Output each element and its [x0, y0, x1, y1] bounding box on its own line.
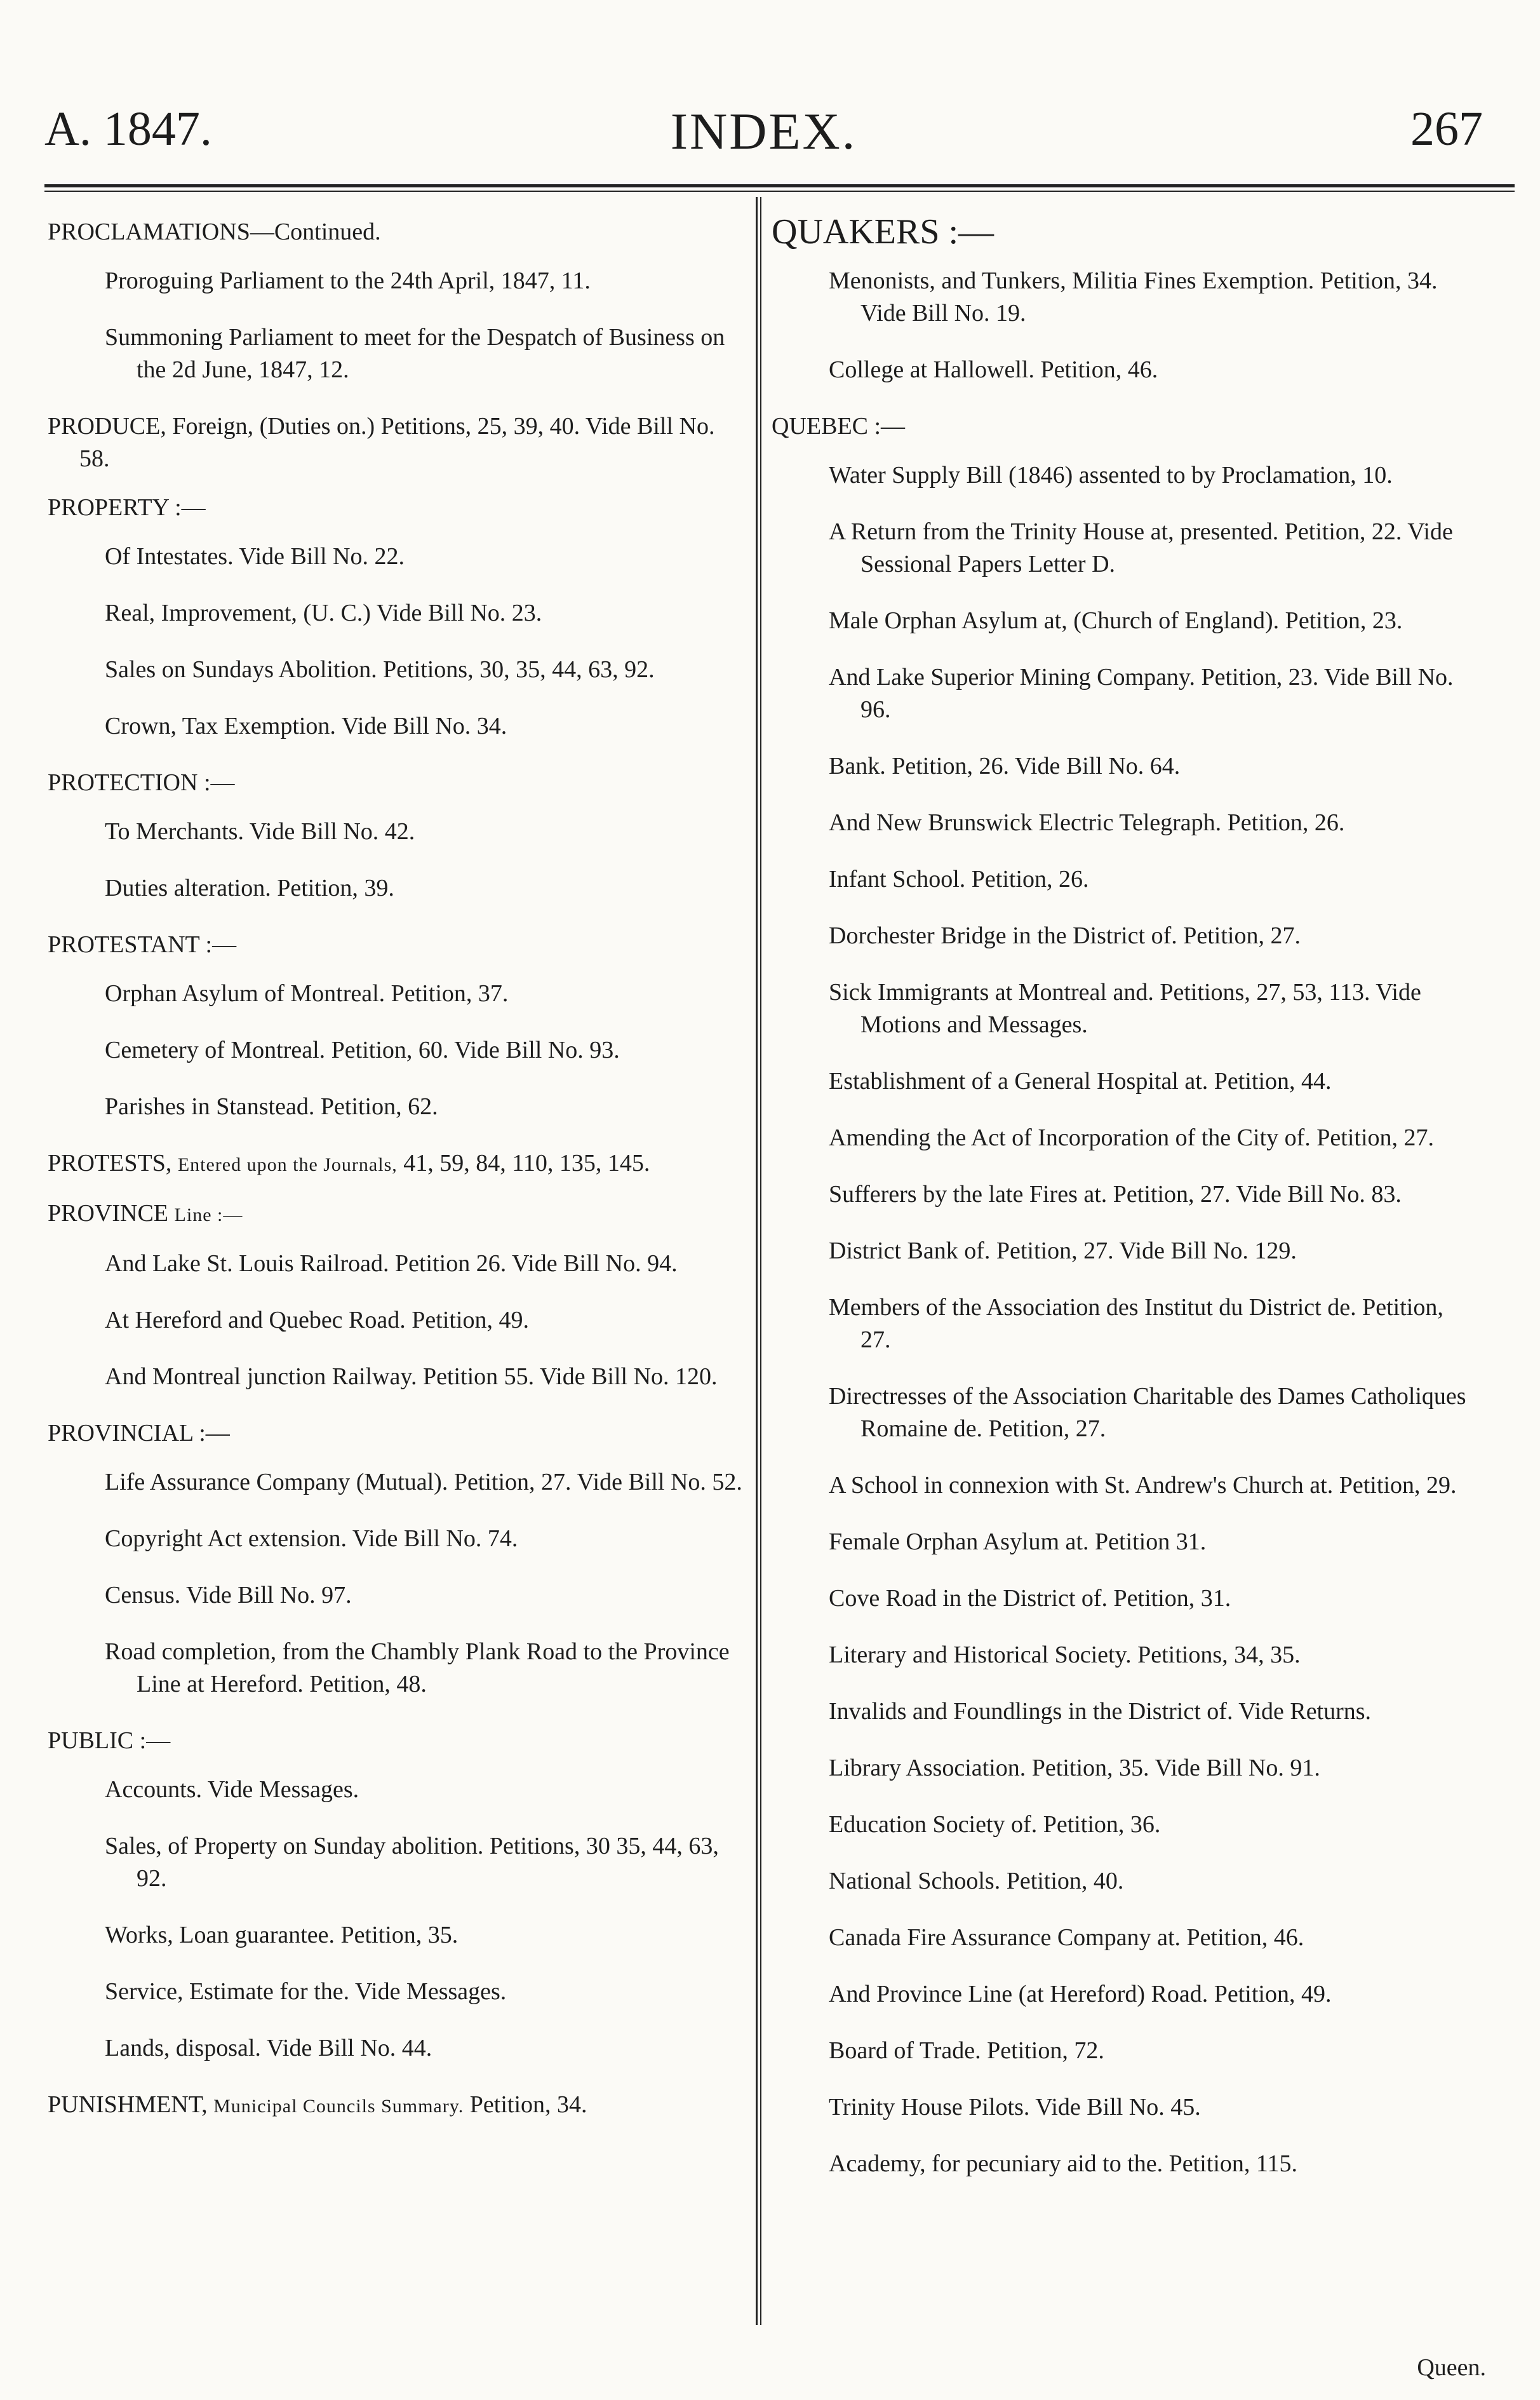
index-entry: Menonists, and Tunkers, Militia Fines Exemption. Petition, 34. Vide Bill No. 19. — [829, 267, 1438, 327]
heading-public: PUBLIC :— — [48, 1727, 171, 1754]
index-entry: Dorchester Bridge in the District of. Petition, 27. — [829, 922, 1301, 949]
index-entry: Literary and Historical Society. Petitions, 34, 35. — [829, 1642, 1301, 1668]
index-entry: Canada Fire Assurance Company at. Petition, 46. — [829, 1924, 1304, 1951]
index-entry: Bank. Petition, 26. Vide Bill No. 64. — [829, 753, 1181, 779]
index-entry: Female Orphan Asylum at. Petition 31. — [829, 1528, 1207, 1555]
column-divider — [756, 197, 761, 2325]
punishment-pages: Petition, 34. — [469, 2091, 587, 2118]
index-entry: Cemetery of Montreal. Petition, 60. Vide Bill No. 93. — [105, 1037, 620, 1063]
page-number: 267 — [1410, 102, 1483, 156]
index-entry: District Bank of. Petition, 27. Vide Bill No. 129. — [829, 1237, 1297, 1264]
heading-protection: PROTECTION :— — [48, 769, 235, 796]
header-rule-thick — [44, 184, 1515, 187]
protests-label: PROTESTS, — [48, 1150, 172, 1176]
right-column — [772, 212, 1467, 2204]
index-entry: Proroguing Parliament to the 24th April, 1847, 11. — [105, 267, 591, 294]
index-entry: Accounts. Vide Messages. — [105, 1776, 359, 1803]
index-entry: Water Supply Bill (1846) assented to by Proclamation, 10. — [829, 462, 1393, 489]
index-entry: Establishment of a General Hospital at. Petition, 44. — [829, 1068, 1332, 1095]
heading-property: PROPERTY :— — [48, 494, 206, 521]
index-entry: Duties alteration. Petition, 39. — [105, 875, 394, 901]
index-entry: Copyright Act extension. Vide Bill No. 74. — [105, 1525, 518, 1552]
heading-proclamations: PROCLAMATIONS—Continued. — [48, 219, 381, 245]
province-label: PROVINCE — [48, 1200, 169, 1227]
index-entry: And Province Line (at Hereford) Road. Petition, 49. — [829, 1981, 1332, 2007]
index-entry: Trinity House Pilots. Vide Bill No. 45. — [829, 2094, 1201, 2120]
index-entry: To Merchants. Vide Bill No. 42. — [105, 818, 415, 845]
index-entry: Census. Vide Bill No. 97. — [105, 1582, 352, 1608]
index-entry: Board of Trade. Petition, 72. — [829, 2037, 1104, 2064]
index-entry: Orphan Asylum of Montreal. Petition, 37. — [105, 980, 509, 1007]
punishment-label: PUNISHMENT, — [48, 2091, 208, 2118]
index-entry: A School in connexion with St. Andrew's Church at. Petition, 29. — [829, 1472, 1457, 1499]
index-entry: And Montreal junction Railway. Petition 55. Vide Bill No. 120. — [105, 1363, 718, 1390]
index-entry: Members of the Association des Institut du District de. Petition, 27. — [829, 1294, 1443, 1353]
index-entry: Academy, for pecuniary aid to the. Petition, 115. — [829, 2150, 1297, 2177]
heading-quebec: QUEBEC :— — [772, 413, 906, 440]
index-entry: Directresses of the Association Charitable des Dames Catholiques Romaine de. Petition, 27. — [829, 1383, 1466, 1442]
index-entry: Service, Estimate for the. Vide Messages. — [105, 1978, 507, 2005]
heading-punishment — [48, 2089, 746, 2122]
heading-provincial: PROVINCIAL :— — [48, 1420, 230, 1446]
index-entry: Sick Immigrants at Montreal and. Petitions, 27, 53, 113. Vide Motions and Messages. — [829, 979, 1421, 1038]
index-entry: Cove Road in the District of. Petition, 31. — [829, 1585, 1231, 1612]
index-entry: Sales on Sundays Abolition. Petitions, 30, 35, 44, 63, 92. — [105, 656, 655, 683]
page-header — [44, 89, 1483, 159]
index-entry: Of Intestates. Vide Bill No. 22. — [105, 543, 405, 570]
index-entry: College at Hallowell. Petition, 46. — [829, 356, 1158, 383]
index-entry: Summoning Parliament to meet for the Despatch of Business on the 2d June, 1847, 12. — [105, 324, 725, 383]
index-entry: Infant School. Petition, 26. — [829, 866, 1089, 893]
index-entry: A Return from the Trinity House at, presented. Petition, 22. Vide Sessional Papers Letter D. — [829, 518, 1453, 577]
heading-quakers: QUAKERS :— — [772, 212, 994, 252]
index-entry: Library Association. Petition, 35. Vide Bill No. 91. — [829, 1755, 1320, 1781]
index-entry: Invalids and Foundlings in the District of. Vide Returns. — [829, 1698, 1372, 1725]
left-column — [48, 216, 746, 2139]
protests-pages: 41, 59, 84, 110, 135, 145. — [403, 1150, 650, 1176]
index-entry: National Schools. Petition, 40. — [829, 1868, 1124, 1894]
index-entry: Male Orphan Asylum at, (Church of England). Petition, 23. — [829, 607, 1403, 634]
index-entry: Road completion, from the Chambly Plank Road to the Province Line at Hereford. Petition, 48. — [105, 1638, 730, 1697]
province-line-smallcaps: Line :— — [174, 1204, 243, 1225]
punishment-smallcaps: Municipal Councils Summary. — [213, 2096, 464, 2117]
header-rule-thin — [44, 191, 1515, 192]
index-entry: Crown, Tax Exemption. Vide Bill No. 34. — [105, 713, 507, 739]
index-entry: Sales, of Property on Sunday abolition. Petitions, 30 35, 44, 63, 92. — [105, 1833, 719, 1892]
heading-province-line — [48, 1197, 746, 1231]
index-entry: Lands, disposal. Vide Bill No. 44. — [105, 2035, 432, 2061]
index-entry: Works, Loan guarantee. Petition, 35. — [105, 1922, 459, 1948]
page-title: INDEX. — [670, 102, 857, 160]
index-entry: Real, Improvement, (U. C.) Vide Bill No. 23. — [105, 600, 542, 626]
index-entry: Amending the Act of Incorporation of the City of. Petition, 27. — [829, 1124, 1435, 1151]
index-entry: And Lake Superior Mining Company. Petition, 23. Vide Bill No. 96. — [829, 664, 1454, 723]
index-entry: And Lake St. Louis Railroad. Petition 26. Vide Bill No. 94. — [105, 1250, 678, 1277]
index-entry: At Hereford and Quebec Road. Petition, 49. — [105, 1307, 529, 1333]
heading-protestant: PROTESTANT :— — [48, 931, 237, 958]
index-entry: And New Brunswick Electric Telegraph. Petition, 26. — [829, 809, 1345, 836]
index-entry: Education Society of. Petition, 36. — [829, 1811, 1161, 1838]
heading-protests — [48, 1147, 746, 1181]
heading-produce: PRODUCE, Foreign, (Duties on.) Petitions, 25, 39, 40. Vide Bill No. 58. — [48, 413, 715, 472]
protests-smallcaps: Entered upon the Journals, — [177, 1154, 398, 1175]
index-entry: Life Assurance Company (Mutual). Petition, 27. Vide Bill No. 52. — [105, 1469, 742, 1495]
year-label: A. 1847. — [44, 102, 212, 156]
index-entry: Parishes in Stanstead. Petition, 62. — [105, 1093, 438, 1120]
index-entry: Sufferers by the late Fires at. Petition, 27. Vide Bill No. 83. — [829, 1181, 1402, 1208]
catchword: Queen. — [1417, 2354, 1486, 2381]
